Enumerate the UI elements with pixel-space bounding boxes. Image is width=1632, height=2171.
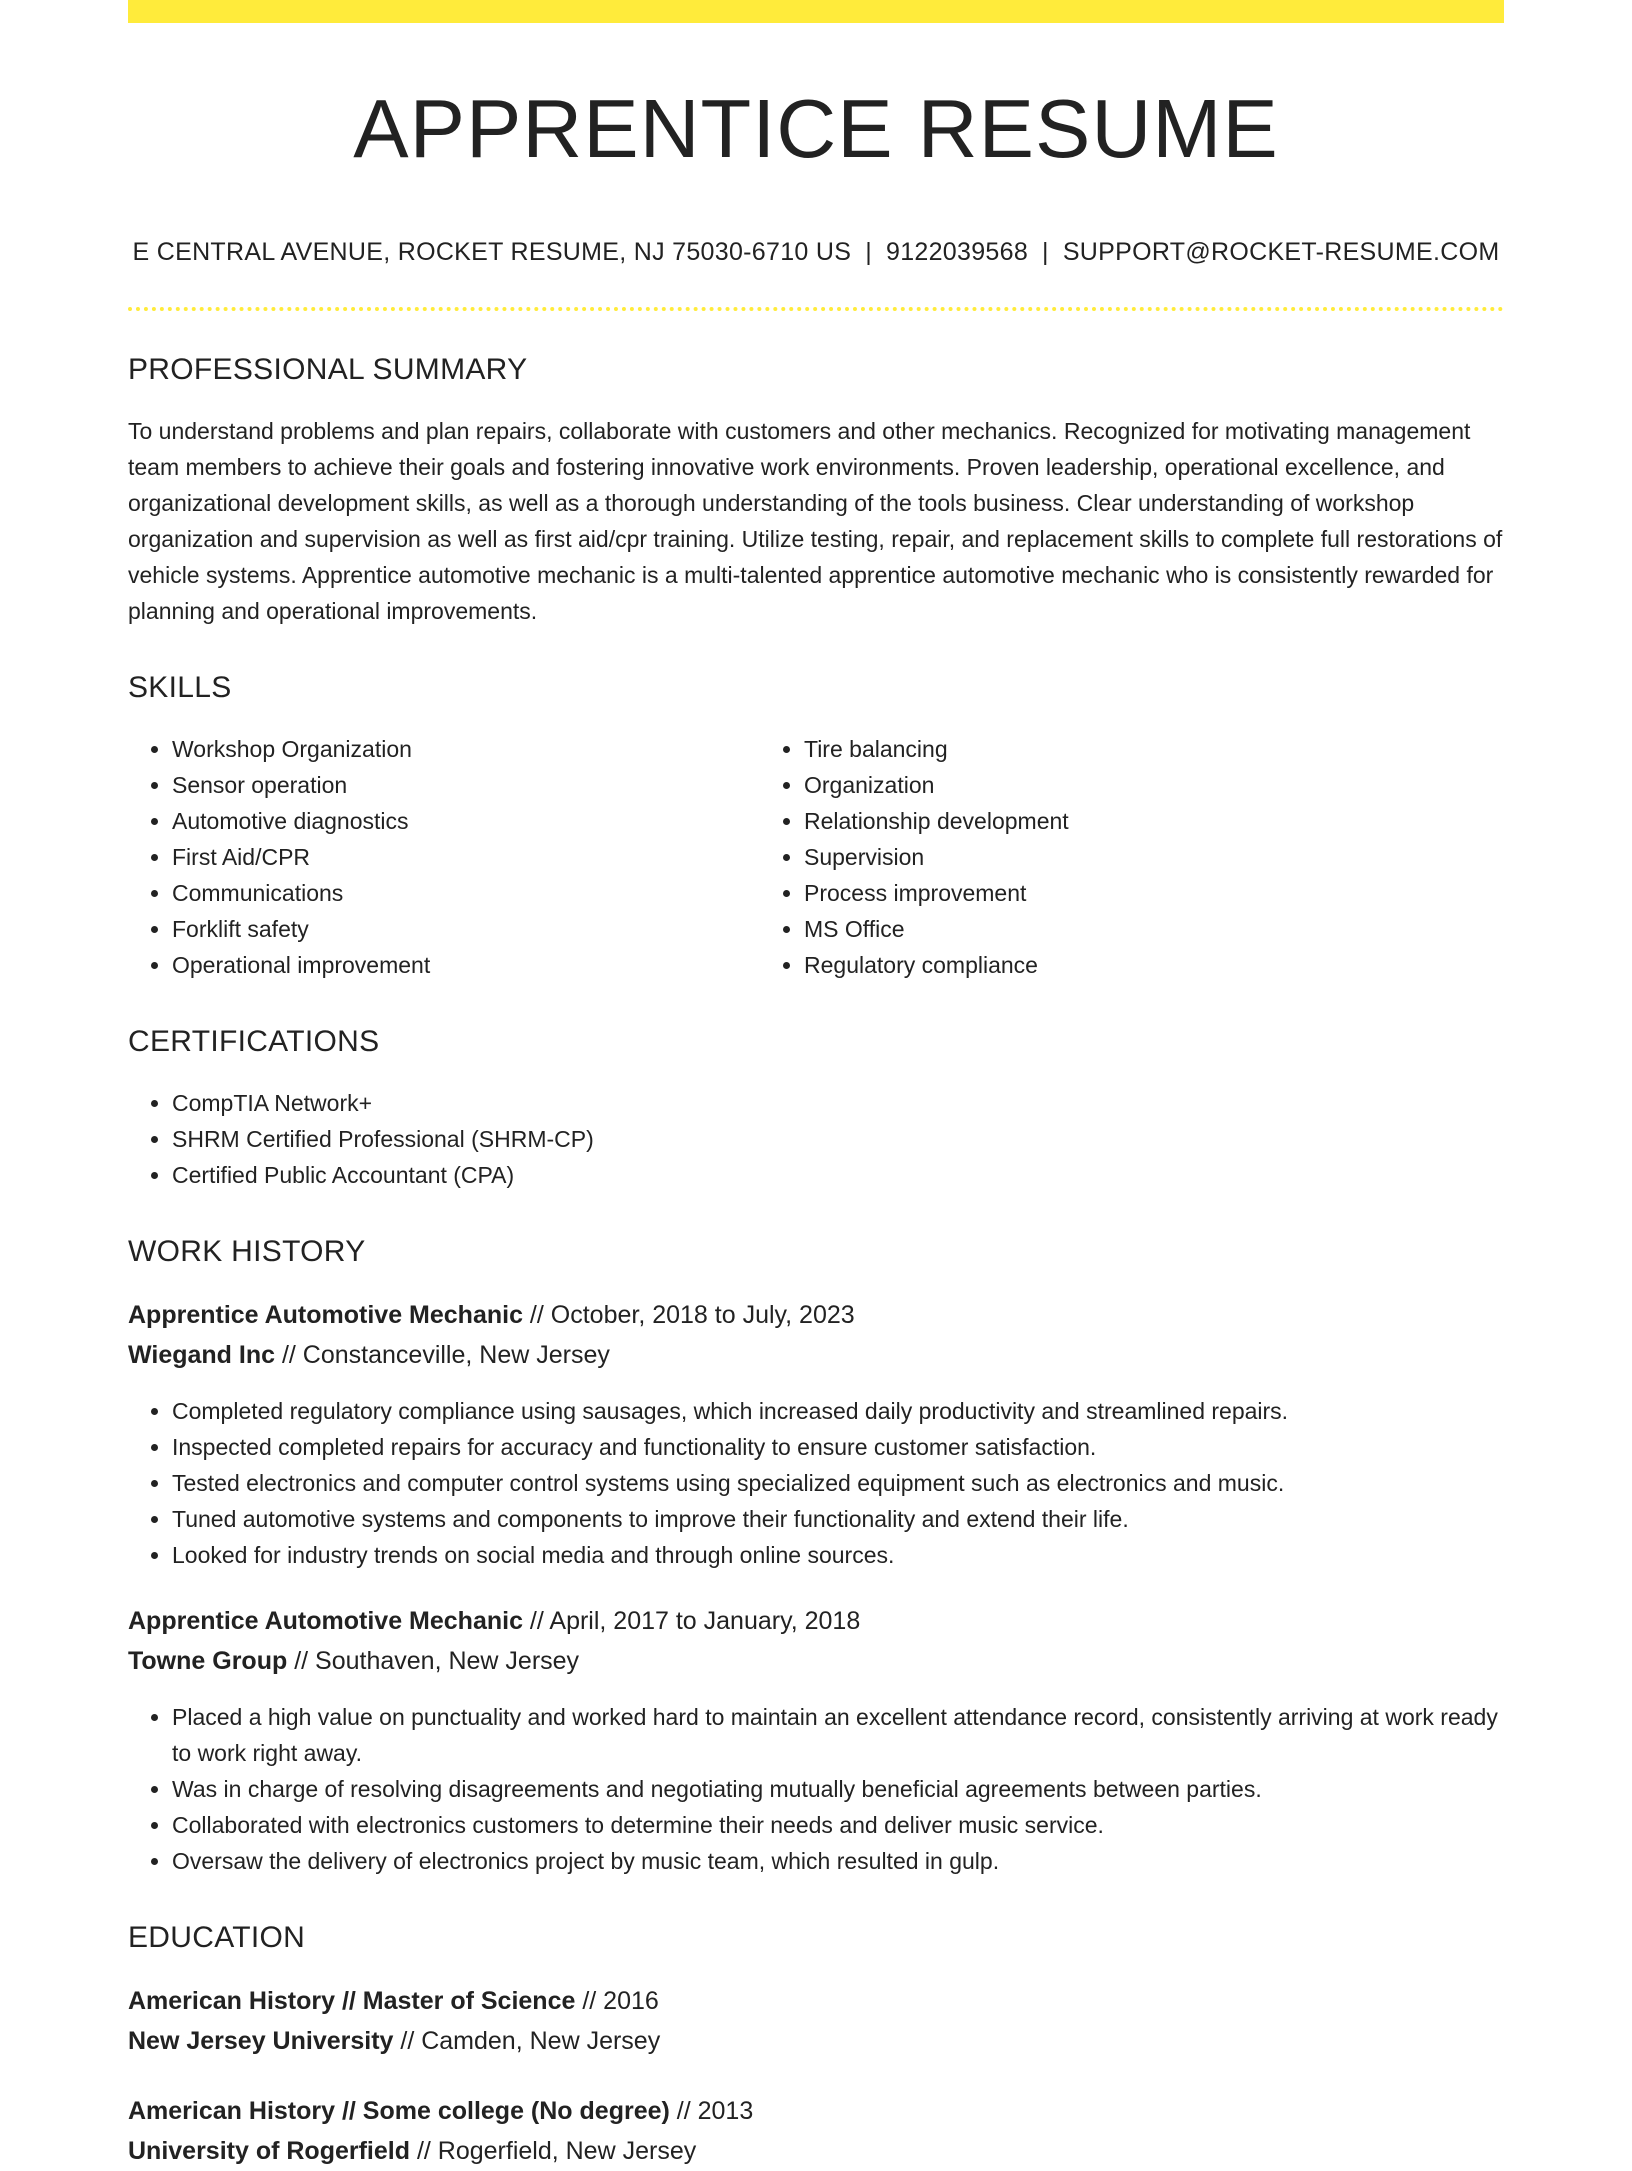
- education-school: University of Rogerfield: [128, 2137, 410, 2165]
- contact-email: SUPPORT@ROCKET-RESUME.COM: [1062, 238, 1500, 266]
- job-bullet: • Completed regulatory compliance using sausages, which increased daily productivity and streamlined repairs.: [172, 1393, 1504, 1429]
- job-bullet: • Tested electronics and computer control systems using specialized equipment such as electronics and music.: [172, 1465, 1504, 1501]
- skill-item: • MS Office: [804, 911, 1392, 947]
- education-entry: [128, 1981, 1504, 2061]
- education-year: // 2013: [669, 2097, 754, 2125]
- skill-item: • Organization: [804, 767, 1392, 803]
- job-bullet: • Looked for industry trends on social media and through online sources.: [172, 1537, 1504, 1573]
- skill-item: • Tire balancing: [804, 731, 1392, 767]
- contact-line: [128, 238, 1504, 267]
- resume-title: APPRENTICE RESUME: [353, 82, 1279, 175]
- job-bullet: • Oversaw the delivery of electronics project by music team, which resulted in gulp.: [172, 1843, 1504, 1879]
- job-location: // Constanceville, New Jersey: [275, 1341, 610, 1369]
- skills-list-left: [128, 731, 760, 983]
- job-bullet: • Tuned automotive systems and components to improve their functionality and extend their life.: [172, 1501, 1504, 1537]
- skill-item: • Workshop Organization: [172, 731, 760, 767]
- job-bullet: • Placed a high value on punctuality and worked hard to maintain an excellent attendance record, consistently arriving at work ready to work right away.: [172, 1699, 1504, 1771]
- job-bullets: [128, 1699, 1504, 1879]
- education-degree: American History // Some college (No degree): [128, 2097, 670, 2125]
- skills-columns: [128, 731, 1504, 983]
- summary-text: To understand problems and plan repairs, collaborate with customers and other mechanics. Recognized for motivating management team members to achieve their goals and fostering innovative work environments. Proven leadership, operational excellence, and organizational development skills, as well as a thorough understanding of the tools business. Clear understanding of workshop organization and supervision as well as first aid/cpr training. Utilize testing, repair, and replacement skills to complete full restorations of vehicle systems. Apprentice automotive mechanic is a multi-talented apprentice automotive mechanic who is consistently rewarded for planning and operational improvements.: [128, 418, 1503, 624]
- education-location: // Camden, New Jersey: [393, 2027, 661, 2055]
- summary-heading: PROFESSIONAL SUMMARY: [128, 353, 528, 386]
- job-role: Apprentice Automotive Mechanic: [128, 1607, 523, 1635]
- accent-top-bar: [128, 0, 1504, 23]
- job-bullets: [128, 1393, 1504, 1573]
- job-bullet: • Inspected completed repairs for accuracy and functionality to ensure customer satisfaction.: [172, 1429, 1504, 1465]
- skills-heading: SKILLS: [128, 671, 232, 704]
- education-school: New Jersey University: [128, 2027, 394, 2055]
- education-heading: EDUCATION: [128, 1921, 306, 1954]
- job-location: // Southaven, New Jersey: [287, 1647, 580, 1675]
- skill-item: • First Aid/CPR: [172, 839, 760, 875]
- contact-address: E CENTRAL AVENUE, ROCKET RESUME, NJ 75030-6710 US: [132, 238, 852, 266]
- education-location: // Rogerfield, New Jersey: [410, 2137, 697, 2165]
- skill-item: • Process improvement: [804, 875, 1392, 911]
- skills-list-right: [760, 731, 1392, 983]
- skill-item: • Supervision: [804, 839, 1392, 875]
- contact-separator: |: [1042, 238, 1049, 266]
- job-dates: // April, 2017 to January, 2018: [522, 1607, 861, 1635]
- job-bullet: • Collaborated with electronics customers to determine their needs and deliver music service.: [172, 1807, 1504, 1843]
- dotted-divider: [128, 307, 1504, 311]
- resume-page: [128, 0, 1504, 2171]
- skill-item: • Forklift safety: [172, 911, 760, 947]
- skill-item: • Regulatory compliance: [804, 947, 1392, 983]
- certification-item: • CompTIA Network+: [172, 1085, 1504, 1121]
- job-company: Towne Group: [128, 1647, 288, 1675]
- job-dates: // October, 2018 to July, 2023: [522, 1301, 855, 1329]
- contact-phone: 9122039568: [885, 238, 1029, 266]
- education-entry: [128, 2091, 1504, 2171]
- education-degree: American History // Master of Science: [128, 1987, 576, 2015]
- certification-item: • SHRM Certified Professional (SHRM-CP): [172, 1121, 1504, 1157]
- job-header: [128, 1295, 1504, 1375]
- skill-item: • Communications: [172, 875, 760, 911]
- certification-item: • Certified Public Accountant (CPA): [172, 1157, 1504, 1193]
- certifications-list: [128, 1085, 1504, 1193]
- skill-item: • Sensor operation: [172, 767, 760, 803]
- job-header: [128, 1601, 1504, 1681]
- education-year: // 2016: [575, 1987, 659, 2015]
- job-company: Wiegand Inc: [128, 1341, 276, 1369]
- contact-separator: |: [865, 238, 872, 266]
- skill-item: • Operational improvement: [172, 947, 760, 983]
- skill-item: • Automotive diagnostics: [172, 803, 760, 839]
- job-role: Apprentice Automotive Mechanic: [128, 1301, 523, 1329]
- work-history-heading: WORK HISTORY: [128, 1235, 366, 1268]
- certifications-heading: CERTIFICATIONS: [128, 1025, 380, 1058]
- job-bullet: • Was in charge of resolving disagreements and negotiating mutually beneficial agreements between parties.: [172, 1771, 1504, 1807]
- skill-item: • Relationship development: [804, 803, 1392, 839]
